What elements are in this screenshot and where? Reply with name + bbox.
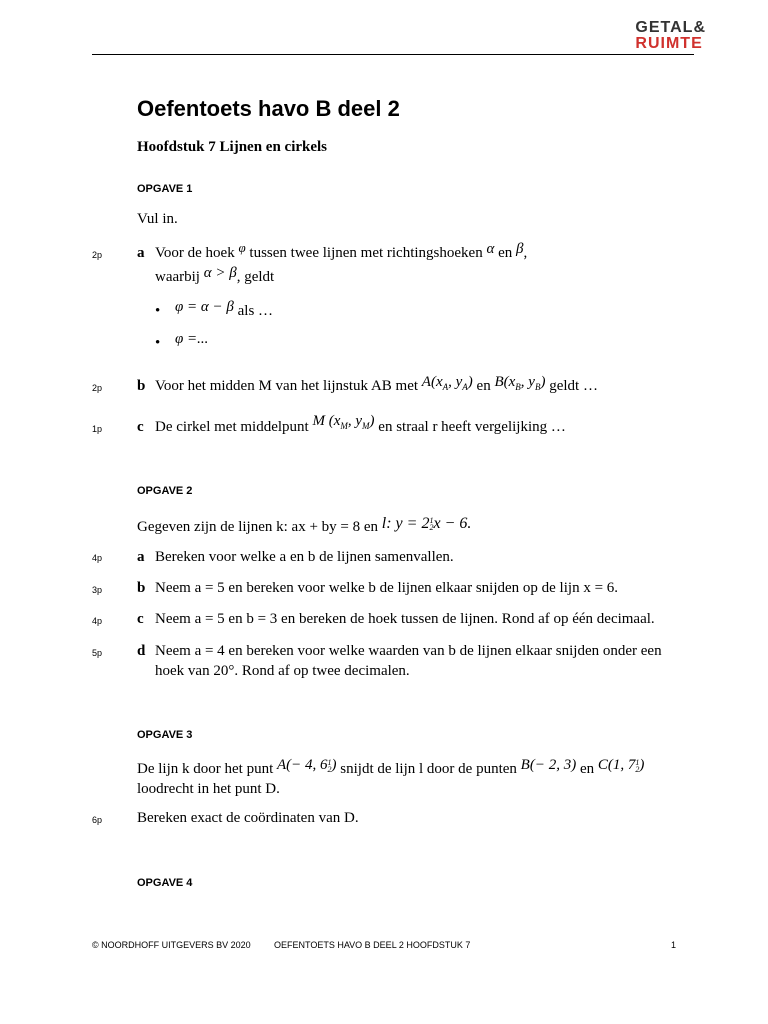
opgave-1b xyxy=(137,376,697,401)
point-b-formula: $B(x_B$, $y_B$) xyxy=(494,374,546,392)
question-label: b xyxy=(137,378,146,394)
opgave-1-intro: Vul in. xyxy=(137,211,178,227)
chapter-subtitle: Hoofdstuk 7 Lijnen en cirkels xyxy=(137,139,328,155)
alpha-symbol: α xyxy=(486,241,495,257)
q2a-text: Bereken voor welke a en b de lijnen samenvallen. xyxy=(155,549,454,565)
point-c-coords: C(1, 7 1 2 ) xyxy=(597,757,645,774)
bullet-2: • φ =... xyxy=(155,331,209,351)
opgave-1c-points: 1p xyxy=(92,424,103,434)
q1a-text3: en xyxy=(498,245,513,261)
q1b-en: en xyxy=(476,378,491,394)
q3-text2: snijdt de lijn l door de punten xyxy=(340,761,517,777)
opgave-2-intro-text: Gegeven zijn de lijnen k: ax + by = 8 en xyxy=(137,519,379,535)
q3-text4: loodrecht in het punt D. xyxy=(137,781,280,797)
q1a-text5: waarbij xyxy=(155,269,200,285)
line-l-formula: l: y = 2 1 2 x − 6. xyxy=(381,515,472,533)
q1a-text2: tussen twee lijnen met richtingshoeken xyxy=(249,245,483,261)
phi-symbol: φ xyxy=(238,240,246,255)
midpoint-m-formula: M ($x_M$, $y_M$) xyxy=(312,413,375,431)
opgave-2c-points: 4p xyxy=(92,616,103,626)
phi-formula-2: φ =... xyxy=(175,331,209,347)
question-label: b xyxy=(137,580,146,596)
opgave-2a-points: 4p xyxy=(92,553,103,563)
point-a-coords: A(− 4, 6 1 2 ) xyxy=(276,757,337,774)
opgave-3-question: Bereken exact de coördinaten van D. xyxy=(137,810,359,826)
opgave-1a xyxy=(137,240,697,287)
header-divider xyxy=(92,54,694,55)
footer-document-title: OEFENTOETS HAVO B DEEL 2 HOOFDSTUK 7 xyxy=(274,940,471,950)
opgave-2-intro xyxy=(137,517,471,537)
opgave-3-heading: OPGAVE 3 xyxy=(137,729,193,741)
question-label: c xyxy=(137,419,144,435)
bullet-1-suffix: als … xyxy=(237,303,274,319)
page-title: Oefentoets havo B deel 2 xyxy=(137,96,400,121)
opgave-2b xyxy=(137,578,697,598)
point-a-formula: $A(x_A$, $y_A$) xyxy=(421,374,473,392)
bullet-1: • φ = α − β als … xyxy=(155,299,274,319)
question-label: c xyxy=(137,611,144,627)
beta-symbol: β xyxy=(516,241,524,257)
q3-text3: en xyxy=(579,761,595,777)
opgave-2d-points: 5p xyxy=(92,648,103,658)
logo-line-2: RUIMTE xyxy=(635,35,703,52)
opgave-1-heading: OPGAVE 1 xyxy=(137,183,193,195)
q3-text1: De lijn k door het punt xyxy=(137,761,274,777)
q1b-text: Voor het midden M van het lijnstuk AB met xyxy=(155,378,419,394)
logo-line-1: GETAL& xyxy=(635,19,706,36)
opgave-1b-points: 2p xyxy=(92,383,103,393)
opgave-4-heading: OPGAVE 4 xyxy=(137,877,193,889)
opgave-2d xyxy=(137,641,682,681)
opgave-2c xyxy=(137,609,697,629)
opgave-2b-points: 3p xyxy=(92,585,103,595)
publisher-logo xyxy=(635,20,706,52)
question-label: d xyxy=(137,643,146,659)
q2c-text: Neem a = 5 en b = 3 en bereken de hoek tussen de lijnen. Rond af op één decimaal. xyxy=(155,611,655,627)
opgave-2-heading: OPGAVE 2 xyxy=(137,485,193,497)
q2b-text: Neem a = 5 en bereken voor welke b de lijnen elkaar snijden op de lijn x = 6. xyxy=(155,580,619,596)
opgave-2a xyxy=(137,547,697,567)
opgave-1c xyxy=(137,413,697,442)
q1a-text6: , geldt xyxy=(236,269,275,285)
alpha-gt-beta-formula: α > β xyxy=(203,265,237,281)
q2d-text: Neem a = 4 en bereken voor welke waarden van b de lijnen elkaar snijden onder een hoek van 20°. Rond af op twee decimalen. xyxy=(155,643,662,679)
question-label: a xyxy=(137,549,145,565)
opgave-3-points: 6p xyxy=(92,815,103,825)
footer-copyright: © NOORDHOFF UITGEVERS BV 2020 xyxy=(92,940,251,950)
question-label: a xyxy=(137,245,145,261)
q1a-text4: , xyxy=(523,245,528,261)
opgave-1a-points: 2p xyxy=(92,250,103,260)
point-b-coords: B(− 2, 3) xyxy=(520,757,577,773)
phi-formula-1: φ = α − β xyxy=(175,299,234,315)
footer-page-number: 1 xyxy=(671,940,677,950)
q1a-text1: Voor de hoek xyxy=(155,245,235,261)
q1c-text: De cirkel met middelpunt xyxy=(155,419,309,435)
q1c-end: en straal r heeft vergelijking … xyxy=(378,419,566,435)
opgave-3-intro xyxy=(137,759,697,799)
q1b-end: geldt … xyxy=(549,378,598,394)
